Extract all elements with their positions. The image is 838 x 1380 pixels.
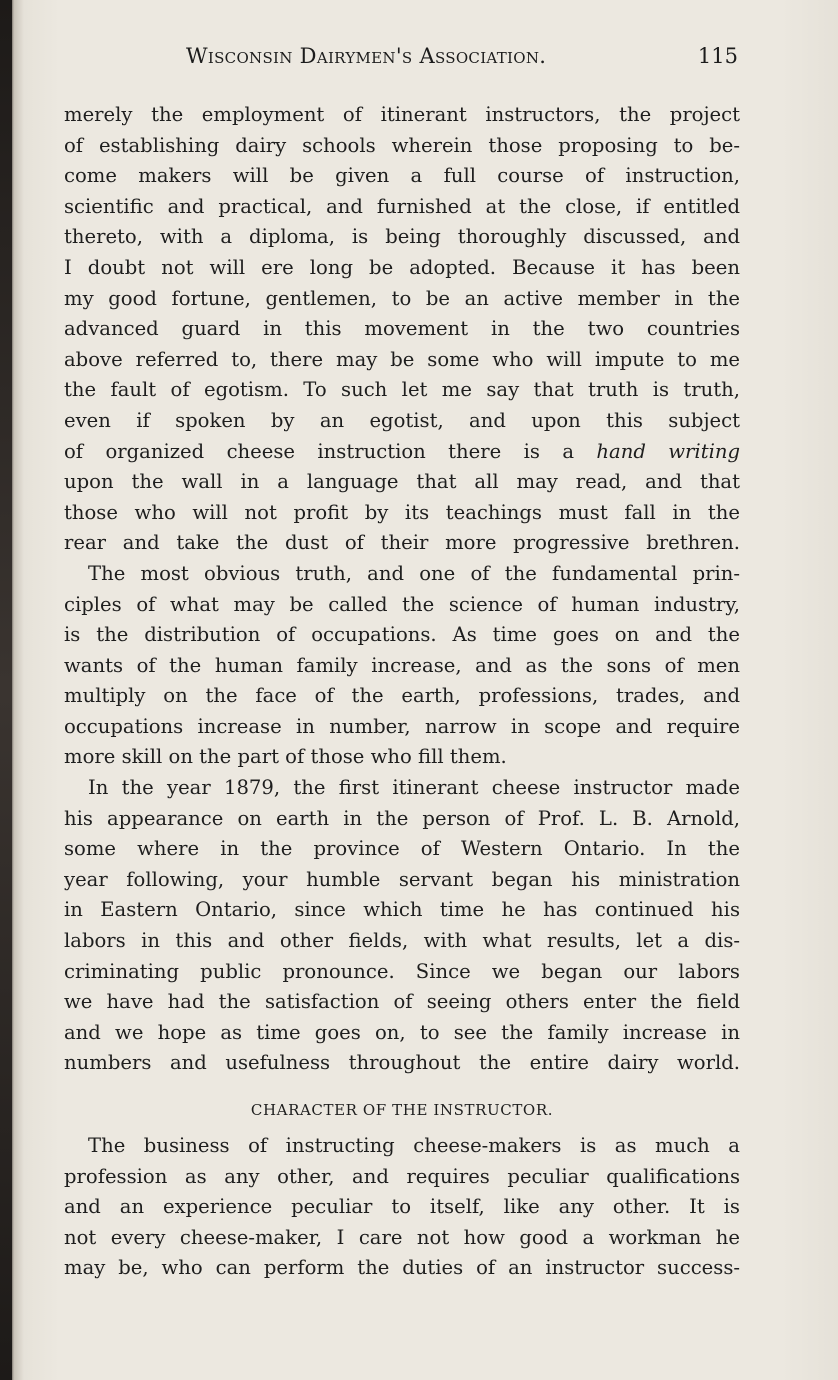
running-head: Wisconsin Dairymen's Association. [186, 44, 547, 68]
page-number: 115 [697, 44, 738, 68]
text-line: my good fortune, gentlemen, to be an active member in the [64, 286, 740, 310]
text-line: come makers will be given a full course of instruction, [64, 164, 740, 188]
text-line: may be, who can perform the duties of an instructor success- [64, 1256, 740, 1280]
paragraph-1 [64, 100, 740, 559]
text-line: and we hope as time goes on, to see the family increase in [64, 1020, 740, 1044]
text-line: ciples of what may be called the science of human industry, [64, 592, 740, 616]
page-header [186, 44, 738, 80]
section-spacer [64, 1079, 740, 1091]
text-line: advanced guard in this movement in the two countries [64, 317, 740, 341]
text-line: even if spoken by an egotist, and upon this subject [64, 408, 740, 432]
text-line: in Eastern Ontario, since which time he has continued his [64, 898, 740, 922]
text-line: I doubt not will ere long be adopted. Because it has been [64, 255, 740, 279]
text-line: not every cheese-maker, I care not how good a workman he [64, 1225, 740, 1249]
text-run: of organized cheese instruction there is a [64, 439, 575, 463]
text-line: numbers and usefulness throughout the entire dairy world. [64, 1051, 740, 1075]
text-line: scientific and practical, and furnished at the close, if entitled [64, 194, 740, 218]
text-line: thereto, with a diploma, is being thoroughly discussed, and [64, 225, 740, 249]
text-line: his appearance on earth in the person of Prof. L. B. Arnold, [64, 806, 740, 830]
text-line: some where in the province of Western Ontario. In the [64, 837, 740, 861]
text-line: The most obvious truth, and one of the fundamental prin- [88, 561, 740, 585]
text-line: of establishing dairy schools wherein those proposing to be- [64, 133, 740, 157]
text-line [64, 437, 740, 468]
text-line: occupations increase in number, narrow in scope and require [64, 714, 740, 738]
text-line: the fault of egotism. To such let me say that truth is truth, [64, 378, 740, 402]
text-line: profession as any other, and requires peculiar qualifications [64, 1164, 740, 1188]
text-line: upon the wall in a language that all may read, and that [64, 470, 740, 494]
text-line: year following, your humble servant began his ministration [64, 867, 740, 891]
text-line: and an experience peculiar to itself, like any other. It is [64, 1195, 740, 1219]
paragraph-4 [64, 1131, 740, 1284]
text-line: multiply on the face of the earth, professions, trades, and [64, 684, 740, 708]
text-line: rear and take the dust of their more progressive brethren. [64, 531, 740, 555]
text-line: wants of the human family increase, and as the sons of men [64, 653, 740, 677]
text-line: The business of instructing cheese-makers is as much a [88, 1134, 740, 1157]
italic-phrase: hand writing [596, 439, 740, 463]
text-line: is the distribution of occupations. As time goes on and the [64, 623, 740, 647]
text-line: criminating public pronounce. Since we began our labors [64, 959, 740, 983]
text-line: we have had the satisfaction of seeing others enter the field [64, 990, 740, 1014]
text-line: more skill on the part of those who fill them. [64, 745, 507, 769]
paragraph-2 [64, 559, 740, 773]
book-spine-edge [0, 0, 12, 1380]
body-text [64, 100, 740, 1284]
text-line: those who will not profit by its teachings must fall in the [64, 500, 740, 524]
text-line: merely the employment of itinerant instructors, the project [64, 103, 740, 126]
text-line: In the year 1879, the first itinerant cheese instructor made [88, 776, 740, 800]
paragraph-3 [64, 773, 740, 1079]
text-line: above referred to, there may be some who will impute to me [64, 347, 740, 371]
text-line: labors in this and other fields, with what results, let a dis- [64, 929, 740, 953]
section-heading: CHARACTER OF THE INSTRUCTOR. [250, 1101, 554, 1119]
